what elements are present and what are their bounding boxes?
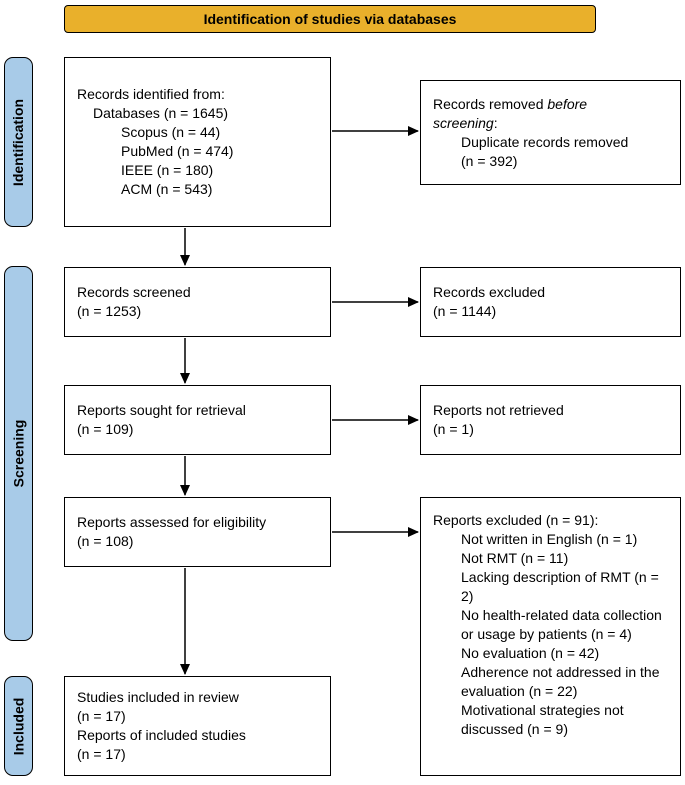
records-excluded-count: (n = 1144) [433,303,497,319]
studies-included-line1: Studies included in review [77,689,239,705]
reports-excluded-reason-english: Not written in English (n = 1) [461,531,638,547]
box-reports-assessed [64,497,331,567]
stage-screening-label: Screening [10,419,27,488]
records-removed-line2-text: : [493,114,498,131]
box-reports-sought [64,385,331,455]
box-records-identified [64,57,331,227]
box-records-removed [420,80,681,185]
records-removed-line1-italic: before [547,95,588,112]
stage-screening [4,266,33,641]
records-identified-pubmed: PubMed (n = 474) [121,143,234,159]
box-studies-included [64,676,331,776]
reports-excluded-reason-lacking-description: Lacking description of RMT (n = 2) [461,569,659,604]
reports-excluded-reason-motivational: Motivational strategies not discussed (n = 9) [461,702,624,737]
reports-assessed-line1: Reports assessed for eligibility [77,514,267,530]
reports-excluded-reason-adherence: Adherence not addressed in the evaluation (n = 22) [461,664,660,699]
records-identified-databases: Databases (n = 1645) [93,105,229,121]
records-excluded-line1: Records excluded [433,284,546,300]
stage-included-label: Included [10,697,26,755]
reports-excluded-reason-not-rmt: Not RMT (n = 11) [461,550,569,566]
reports-assessed-count: (n = 108) [77,533,134,549]
reports-not-retrieved-count: (n = 1) [433,421,474,437]
records-removed-line1 [433,95,668,114]
reports-excluded-title: Reports excluded (n = 91): [433,512,599,528]
records-removed-line2 [433,114,668,133]
reports-excluded-reason-no-evaluation: No evaluation (n = 42) [461,645,600,661]
records-identified-ieee: IEEE (n = 180) [121,162,214,178]
box-records-screened [64,267,331,337]
stage-included [4,676,33,776]
reports-not-retrieved-line1: Reports not retrieved [433,402,564,418]
records-identified-acm: ACM (n = 543) [121,181,213,197]
records-removed-count: (n = 392) [461,152,518,169]
stage-identification-label: Identification [10,98,26,186]
box-records-excluded [420,267,681,337]
records-removed-item: Duplicate records removed [461,133,629,150]
diagram-header-label: Identification of studies via databases [203,10,457,27]
records-removed-line2-italic: screening [433,114,494,131]
stage-identification [4,57,33,227]
records-screened-line1: Records screened [77,284,191,300]
reports-excluded-reason-no-health-data: No health-related data collection or usage by patients (n = 4) [461,607,662,642]
diagram-header [64,5,596,33]
box-reports-excluded [420,497,681,776]
box-reports-not-retrieved [420,385,681,455]
reports-sought-count: (n = 109) [77,421,134,437]
studies-included-count2: (n = 17) [77,746,126,762]
records-removed-line1-text: Records removed [433,95,548,112]
records-identified-title: Records identified from: [77,86,225,102]
reports-sought-line1: Reports sought for retrieval [77,402,246,418]
studies-included-count1: (n = 17) [77,708,126,724]
studies-included-line2: Reports of included studies [77,727,246,743]
records-identified-scopus: Scopus (n = 44) [121,124,221,140]
records-screened-count: (n = 1253) [77,303,142,319]
